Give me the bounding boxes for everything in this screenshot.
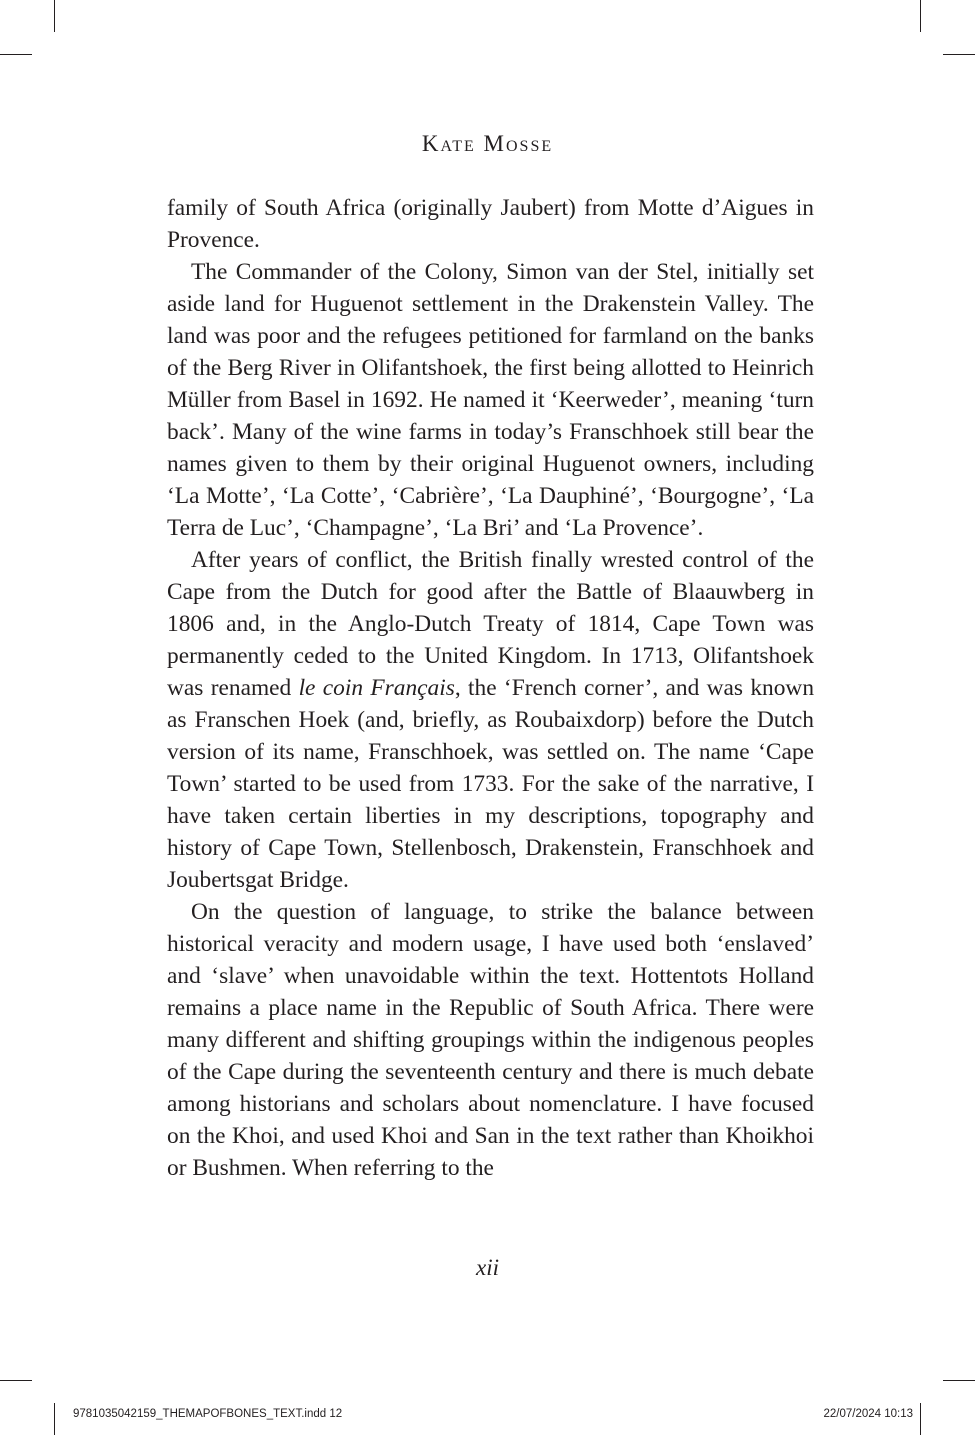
page-number: xii [476, 1255, 499, 1280]
crop-mark-top-right-horizontal [943, 54, 975, 55]
paragraph-language: On the question of language, to strike the balance between historical veracity and modern usage, I have used both ‘enslaved’ and ‘slave’ when unavoidable within the text. Hottentots Holland remains a place name in the Republic of South Africa. There were many different and shifting groupings within the indigenous peoples of the Cape during the seventeenth century and there is much debate among historians and scholars about nomenclature. I have focused on the Khoi, and used Khoi and San in the text rather than Khoikhoi or Bushmen. When referring to the [167, 899, 814, 1181]
crop-mark-bottom-left [54, 1403, 55, 1435]
crop-mark-top-left [54, 0, 55, 32]
italic-phrase: le coin Français [298, 675, 455, 701]
paragraph-continued: family of South Africa (originally Jaubert) from Motte d’Aigues in Provence. [167, 195, 814, 253]
paragraph-text-segment: , the ‘French corner’, and was known as Franschen Hoek (and, briefly, as Roubaixdorp) before the Dutch version of its name, Franschhoek, was settled on. The name ‘Cape Town’ started to be used from 1733. For the sake of the narrative, I have taken certain liberties in my descriptions, topography and history of Cape Town, Stellenbosch, Drakenstein, Franschhoek and Joubertsgat Bridge. [167, 675, 815, 893]
body-text [167, 192, 814, 1184]
slug-file-info: 9781035042159_THEMAPOFBONES_TEXT.indd 12 [73, 1408, 343, 1420]
crop-mark-top-right [920, 0, 921, 32]
paragraph-text-segment: After years of conflict, the British finally wrested control of the Cape from the Dutch for good after the Battle of Blaauwberg in 1806 and, in the Anglo-Dutch Treaty of 1814, Cape Town was permanently ceded to the United Kingdom. In 1713, Olifantshoek was renamed [167, 547, 814, 701]
crop-mark-bottom-left-horizontal [0, 1380, 32, 1381]
slug-date-info: 22/07/2024 10:13 [823, 1408, 913, 1420]
running-head: Kate Mosse [421, 131, 554, 156]
crop-mark-bottom-right [920, 1403, 921, 1435]
crop-mark-top-left-horizontal [0, 54, 32, 55]
paragraph-huguenot-settlement: The Commander of the Colony, Simon van der Stel, initially set aside land for Huguenot settlement in the Drakenstein Valley. The land was poor and the refugees petitioned for farmland on the banks of the Berg River in Olifantshoek, the first being allotted to Heinrich Müller from Basel in 1692. He named it ‘Keerweder’, meaning ‘turn back’. Many of the wine farms in today’s Franschhoek still bear the names given to them by their original Huguenot owners, including ‘La Motte’, ‘La Cotte’, ‘Cabrière’, ‘La Dauphiné’, ‘Bourgogne’, ‘La Terra de Luc’, ‘Champagne’, ‘La Bri’ and ‘La Provence’. [167, 259, 814, 541]
crop-mark-bottom-right-horizontal [943, 1380, 975, 1381]
paragraph-british-control [167, 544, 814, 896]
